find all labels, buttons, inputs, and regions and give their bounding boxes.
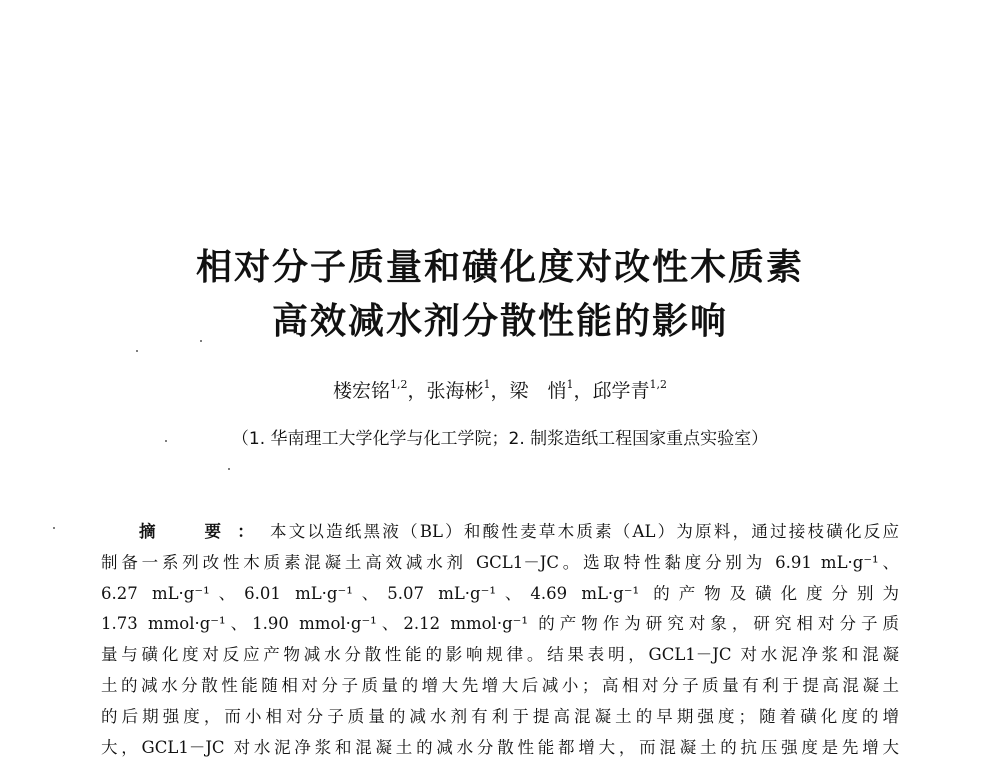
- scan-speck: [53, 527, 55, 529]
- author-name: 张海彬: [426, 380, 484, 402]
- scan-speck: [165, 440, 167, 442]
- author-affiliation-sup: 1,2: [649, 378, 668, 391]
- scan-speck: [136, 350, 138, 352]
- author-affiliation-sup: 1: [483, 378, 491, 391]
- abstract-line: 量与磺化度对反应产物减水分散性能的影响规律。结果表明，GCL1－JC 对水泥净浆和混凝: [101, 645, 899, 665]
- paper-title-line-1: 相对分子质量和磺化度对改性木质素: [195, 246, 804, 288]
- author-name: 梁 悄: [509, 380, 567, 402]
- abstract-line: 土的减水分散性能随相对分子质量的增大先增大后减小；高相对分子质量有利于提高混凝土: [101, 675, 899, 695]
- author-name: 邱学青: [592, 380, 650, 402]
- author-affiliation-sup: 1,2: [389, 378, 408, 391]
- abstract-line: 大，GCL1－JC 对水泥净浆和混凝土的减水分散性能都增大，而混凝土的抗压强度是先增大: [101, 737, 899, 757]
- author-name: 楼宏铭: [332, 380, 390, 402]
- affiliation: （1. 华南理工大学化学与化工学院；2. 制浆造纸工程国家重点实验室）: [231, 429, 769, 449]
- abstract-line: 1.73 mmol·g⁻¹、1.90 mmol·g⁻¹、2.12 mmol·g⁻¹ 的产物作为研究对象，研究相对分子质: [101, 614, 899, 634]
- abstract: [101, 517, 899, 763]
- abstract-line: 制备一系列改性木质素混凝土高效减水剂 GCL1－JC。选取特性黏度分别为 6.91 mL·g⁻¹、: [101, 552, 899, 572]
- author-separator: ，: [407, 380, 427, 402]
- author-separator: ，: [490, 380, 510, 402]
- scan-speck: [200, 340, 202, 342]
- author-separator: ，: [573, 380, 593, 402]
- abstract-line: 6.27 mL·g⁻¹、6.01 mL·g⁻¹、5.07 mL·g⁻¹、4.69 mL·g⁻¹ 的产物及磺化度分别为: [101, 583, 899, 603]
- abstract-text: 本文以造纸黑液（BL）和酸性麦草木质素（AL）为原料，通过接枝磺化反应: [269, 522, 899, 541]
- abstract-label: 摘 要：: [139, 522, 270, 541]
- author-affiliation-sup: 1: [566, 378, 574, 391]
- abstract-line: 的后期强度，而小相对分子质量的减水剂有利于提高混凝土的早期强度；随着磺化度的增: [101, 706, 899, 726]
- paper-title-line-2: 高效减水剂分散性能的影响: [271, 300, 728, 342]
- author-list: [0, 378, 1000, 404]
- scan-speck: [228, 468, 230, 470]
- abstract-line: [101, 517, 899, 548]
